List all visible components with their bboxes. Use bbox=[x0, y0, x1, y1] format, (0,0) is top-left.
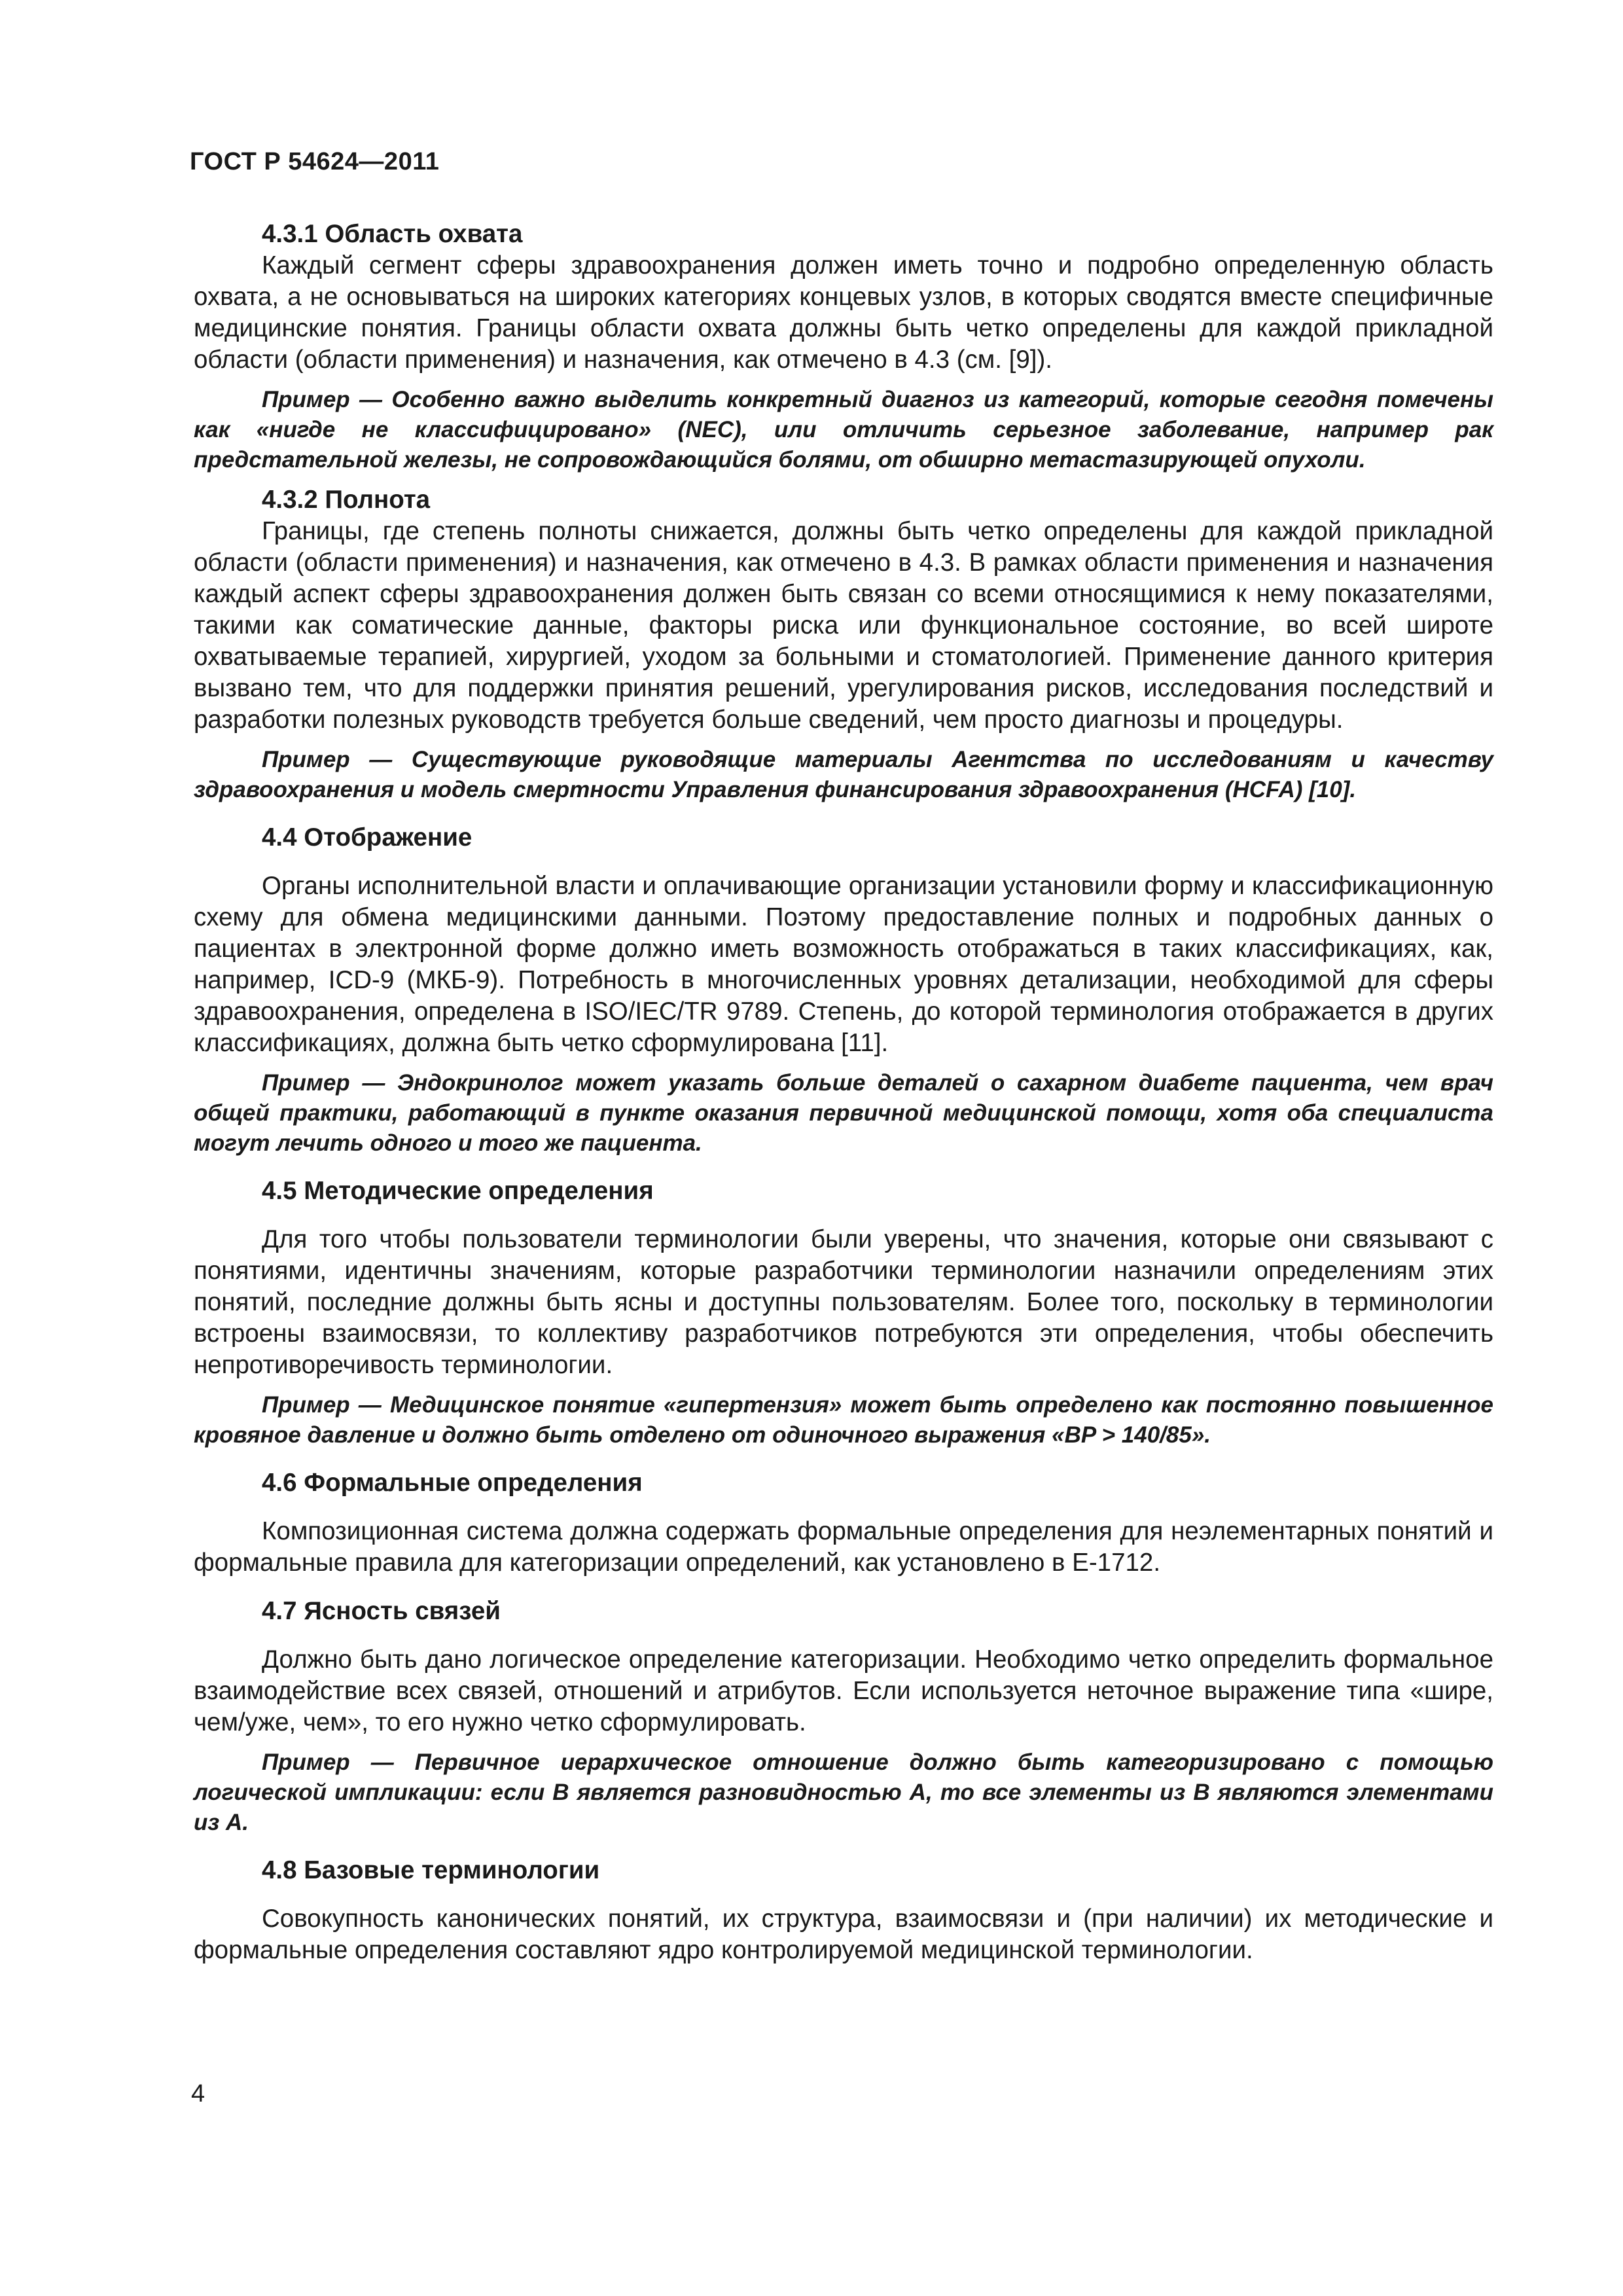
example-note: Пример — Первичное иерархическое отношение должно быть категоризировано с помощью логической импликации: если В является разновидностью А, то все элементы из В являются элементами из А. bbox=[194, 1749, 1493, 1835]
section-4-3-1 bbox=[194, 219, 1493, 475]
section-4-8 bbox=[194, 1855, 1493, 1966]
page-number: 4 bbox=[191, 2080, 205, 2108]
document-header: ГОСТ Р 54624—2011 bbox=[190, 148, 440, 175]
section-heading: 4.7 Ясность связей bbox=[262, 1597, 501, 1625]
paragraph: Границы, где степень полноты снижается, должны быть четко определены для каждой прикладной области (области применения) и назначения, как отмечено в 4.3. В рамках области применения и назначения каждый аспект сферы здравоохранения должен быть связан со всеми относящимися к нему показателями, такими как соматические данные, факторы риска или функциональное состояние, во всей широте охватываемые терапией, хирургией, уходом за больными и стоматологией. Применение данного критерия вызвано тем, что для поддержки принятия решений, урегулирования рисков, исследования последствий и разработки полезных руководств требуется больше сведений, чем просто диагнозы и процедуры. bbox=[194, 517, 1493, 734]
paragraph: Композиционная система должна содержать формальные определения для неэлементарных понятий и формальные правила для категоризации определений, как установлено в Е-1712. bbox=[194, 1517, 1493, 1577]
section-4-6 bbox=[194, 1467, 1493, 1579]
document-body bbox=[194, 219, 1493, 1966]
example-note: Пример — Особенно важно выделить конкретный диагноз из категорий, которые сегодня помечены как «нигде не классифицировано» (NEC), или отличить серьезное заболевание, например рак предстательной железы, не сопровождающийся болями, от обширно метастазирующей опухоли. bbox=[194, 387, 1493, 473]
section-heading: 4.5 Методические определения bbox=[262, 1177, 654, 1205]
paragraph: Для того чтобы пользователи терминологии были уверены, что значения, которые они связывают с понятиями, идентичны значениям, которые разработчики терминологии назначили определениям этих понятий, последние должны быть ясны и доступны пользователям. Более того, поскольку в терминологии встроены взаимосвязи, то коллективу разработчиков потребуются эти определения, чтобы обеспечить непротиворечивость терминологии. bbox=[194, 1225, 1493, 1379]
example-note: Пример — Эндокринолог может указать больше деталей о сахарном диабете пациента, чем врач общей практики, работающий в пункте оказания первичной медицинской помощи, хотя оба специалиста могут лечить одного и того же пациента. bbox=[194, 1070, 1493, 1156]
paragraph: Каждый сегмент сферы здравоохранения должен иметь точно и подробно определенную область охвата, а не основываться на широких категориях концевых узлов, в которых сводятся вместе специфичные медицинские понятия. Границы области охвата должны быть четко определены для каждой прикладной области (области применения) и назначения, как отмечено в 4.3 (см. [9]). bbox=[194, 251, 1493, 374]
paragraph: Органы исполнительной власти и оплачивающие организации установили форму и классификационную схему для обмена медицинскими данными. Поэтому предоставление полных и подробных данных о пациентах в электронной форме должно иметь возможность отображаться в таких классификациях, как, например, ICD-9 (МКБ-9). Потребность в многочисленных уровнях детализации, необходимой для сферы здравоохранения, определена в ISO/IEC/TR 9789. Степень, до которой терминология отображается в других классификациях, должна быть четко сформулирована [11]. bbox=[194, 872, 1493, 1057]
section-heading: 4.8 Базовые терминологии bbox=[262, 1856, 600, 1884]
section-4-4 bbox=[194, 822, 1493, 1158]
section-4-7 bbox=[194, 1596, 1493, 1838]
paragraph: Должно быть дано логическое определение категоризации. Необходимо четко определить формальное взаимодействие всех связей, отношений и атрибутов. Если используется неточное выражение типа «шире, чем/уже, чем», то его нужно четко сформулировать. bbox=[194, 1645, 1493, 1736]
example-note: Пример — Медицинское понятие «гипертензия» может быть определено как постоянно повышенное кровяное давление и должно быть отделено от одиночного выражения «BP > 140/85». bbox=[194, 1392, 1493, 1448]
paragraph: Совокупность канонических понятий, их структура, взаимосвязи и (при наличии) их методические и формальные определения составляют ядро контролируемой медицинской терминологии. bbox=[194, 1905, 1493, 1964]
section-heading: 4.4 Отображение bbox=[262, 823, 473, 852]
section-heading: 4.3.2 Полнота bbox=[262, 486, 431, 514]
section-heading: 4.3.1 Область охвата bbox=[262, 220, 523, 248]
section-heading: 4.6 Формальные определения bbox=[262, 1469, 643, 1497]
section-4-3-2 bbox=[194, 484, 1493, 805]
section-4-5 bbox=[194, 1175, 1493, 1450]
example-note: Пример — Существующие руководящие материалы Агентства по исследованиям и качеству здравоохранения и модель смертности Управления финансирования здравоохранения (HCFA) [10]. bbox=[194, 747, 1493, 802]
